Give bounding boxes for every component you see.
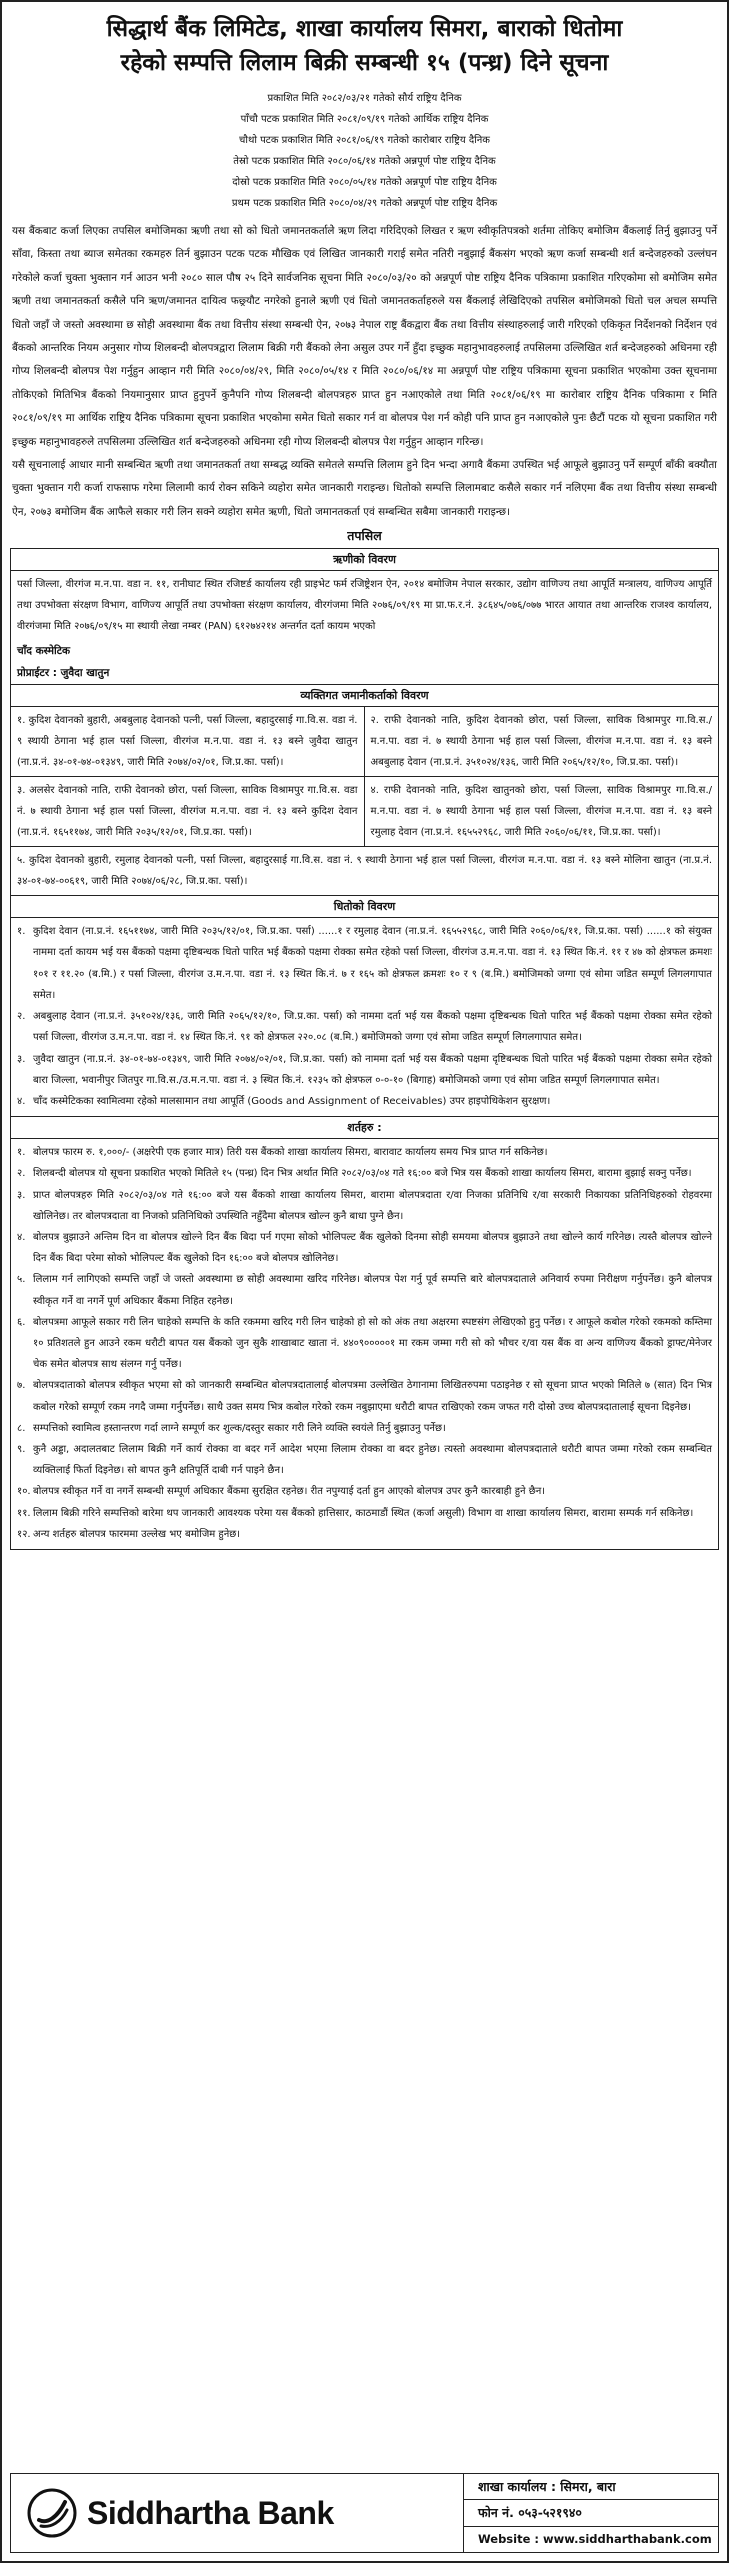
guarantor-cell: ५. कुदिश देवानको बुहारी, रमुलाह देवानको पत्नी, पर्सा जिल्ला, बहादुरसाई गा.वि.स. वडा नं. ९ स्थायी ठेगाना भई हाल पर्सा जिल्ला, वीरगंज म.न.पा. वडा नं. १३ बस्ने मोलिना खातुन (ना.प्र.नं. ३४-०१-७४-००६१९, जारी मिति २०७४/०६/२८, जि.प्र.का. पर्सा)। [11, 847, 718, 896]
website-link[interactable]: Website : www.siddharthabank.com [478, 2532, 712, 2547]
item-text: कुनै अड्डा, अदालतबाट लिलाम बिक्री गर्ने कार्य रोक्का वा बदर गर्ने आदेश भएमा लिलाम रोक्का वा बदर हुनेछ। त्यस्तो अवस्थामा बोलपत्रदाताले धरौटी बापत जम्मा गरेको रकम सम्बन्धित व्यक्तिलाई फिर्ता दिइनेछ। सो बापत कुनै क्षतिपूर्ति दाबी गर्न पाइने छैन। [33, 1443, 712, 1477]
item-number: २. [17, 1168, 26, 1180]
borrower-text: पर्सा जिल्ला, वीरगंज म.न.पा. वडा न. ११, रानीघाट स्थित रजिष्टर्ड कार्यालय रही प्राइभेट फर्म रजिष्ट्रेशन ऐन, २०१४ बमोजिम नेपाल सरकार, उद्योग वाणिज्य तथा आपूर्ति मन्त्रालय, वाणिज्य आपूर्ति तथा उपभोक्ता संरक्षण विभाग, वाणिज्य आपूर्ति तथा उपभोक्ता संरक्षण कार्यालय, वीरगंजमा मिति २०७६/०९/१९ मा प्रा.फ.र.नं. ३८६४५/०७६/०७७ भारत आयात तथा आन्तरिक राजश्व कार्यालय, वीरगंजमा मिति २०७६/०९/१५ मा स्थायी लेखा नम्बर (PAN) ६१२७४२१४ अन्तर्गत दर्ता कायम भएको [17, 579, 712, 633]
phone-number: फोन नं. ०५३-५२१९४० [464, 2500, 718, 2526]
siddhartha-logo-icon [27, 2488, 77, 2538]
publication-dates [2, 88, 727, 220]
condition-item [17, 1524, 712, 1545]
item-number: २. [17, 1011, 26, 1023]
collateral-item [17, 1049, 712, 1091]
publication-line: प्रथम पटक प्रकाशित मिति २०८०/०४/२९ गतेको अन्नपूर्ण पोष्ट राष्ट्रिय दैनिक [231, 198, 498, 209]
footer [10, 2473, 719, 2553]
item-text: प्राप्त बोलपत्रहरु मिति २०८२/०३/०४ गते १६:०० बजे यस बैंकको शाखा कार्यालय सिमरा, बारामा बोलपत्रदाता र/वा निजका प्रतिनिधि र/वा सरकारी निकायका प्रतिनिधिहरुको रोहवरमा खोलिनेछ। तर बोलपत्रदाता वा निजको प्रतिनिधिको उपस्थिति नहुँदैमा बोलपत्र खोल्न कुनै बाधा पुग्ने छैन। [33, 1189, 712, 1222]
item-number: ११. [17, 1507, 31, 1519]
item-text: कुदिश देवान (ना.प्र.नं. १६५११७४, जारी मिति २०३५/१२/०१, जि.प्र.का. पर्सा) ......१ र रमुलाह देवान (ना.प्र.नं. १६५५२९६८, जारी मिति २०६०/०६/११, जि.प्र.का. पर्सा) ......१ को संयुक्त नाममा दर्ता कायम भई यस बैंकको पक्षमा दृष्टिबन्धक धितो पारित भई बैंकको पक्षमा रोक्का समेत रहेको पर्सा जिल्ला, वीरगंज उ.म.न.पा. वडा नं. १३ स्थित कि.नं. ११ र ४७ को क्षेत्रफल क्रमशः १०१ र ११.२० (ब.मि.) र पर्सा जिल्ला, वीरगंज उ.म.न.पा. वडा नं. १३ स्थित कि.नं. ७ र १६५ को क्षेत्रफल क्रमशः १० र ९ (ब.मि.) बमोजिमको जग्गा एवं सोमा जडित सम्पूर्ण लिगलगापात समेत। [33, 926, 712, 1001]
proprietor-label: प्रोप्राईटर : [17, 667, 57, 680]
item-text: बोलपत्र बुझाउने अन्तिम दिन वा बोलपत्र खोल्ने दिन बैंक बिदा पर्न गएमा सोको भोलिपल्ट बैंक खुलेको दिनमा सोही समयमा बोलपत्र बुझाउने तथा खोल्ने कार्य गरिनेछ। त्यस्तै बोलपत्र खोल्ने दिन बैंक बिदा परेमा सोको भोलिपल्ट बैंक खुलेको दिन १६:०० बजे बोलपत्र खोलिनेछ। [33, 1231, 712, 1265]
item-text: अन्य शर्तहरु बोलपत्र फारममा उल्लेख भए बमोजिम हुनेछ। [33, 1528, 241, 1540]
condition-item [17, 1375, 712, 1417]
item-number: ९. [17, 1443, 26, 1455]
item-number: ४. [17, 1095, 26, 1107]
condition-item [17, 1163, 712, 1184]
item-text: लिलाम बिक्री गरिने सम्पत्तिको बारेमा थप जानकारी आवश्यक परेमा यस बैंकको हात्तिसार, काठमाडौं स्थित (कर्जा असुली) विभाग वा शाखा कार्यालय सिमरा, बारामा सम्पर्क गर्न सकिनेछ। [33, 1507, 694, 1519]
condition-item [17, 1418, 712, 1439]
condition-item [17, 1503, 712, 1524]
condition-item [17, 1439, 712, 1481]
item-text: बोलपत्र स्वीकृत गर्ने वा नगर्ने सम्बन्धी सम्पूर्ण अधिकार बैंकमा सुरक्षित रहनेछ। रीत नपुग्याई दर्ता हुन आएको बोलपत्र उपर कुनै कारबाही हुने छैन। [33, 1486, 546, 1498]
condition-item [17, 1227, 712, 1269]
item-text: जुवैदा खातुन (ना.प्र.नं. ३४-०१-७४-०१३४९, जारी मिति २०७४/०२/०१, जि.प्र.का. पर्सा) को नाममा दर्ता भई यस बैंकको पक्षमा दृष्टिबन्धक धितो पारित भई बैंकको पक्षमा रोक्का समेत रहेको बारा जिल्ला, भवानीपुर जितपुर गा.वि.स./उ.म.न.पा. वडा नं. ३ स्थित कि.नं. १२३५ को क्षेत्रफल ०-०-१० (बिगाह) बमोजिमको जग्गा एवं सोमा जडित सम्पूर्ण लिगलगापात समेत। [33, 1053, 712, 1086]
item-text: शिलबन्दी बोलपत्र यो सूचना प्रकाशित भएको मितिले १५ (पन्ध्र) दिन भित्र अर्थात मिति २०८२/०३/०४ गते १६:०० बजे भित्र यस बैंकको शाखा कार्यालय सिमरा, बारामा बुझाई सक्नु पर्नेछ। [33, 1168, 692, 1180]
borrower-heading: ऋणीको विवरण [11, 549, 718, 571]
item-number: ३. [17, 1053, 26, 1065]
publication-line: चौथो पटक प्रकाशित मिति २०८१/०६/१९ गतेको कारोबार राष्ट्रिय दैनिक [239, 135, 490, 146]
details-box [10, 548, 719, 1550]
item-text: लिलाम गर्न लागिएको सम्पत्ति जहाँ जे जस्तो अवस्थामा छ सोही अवस्थामा खरिद गरिनेछ। बोलपत्र पेश गर्नु पूर्व सम्पत्ति बारे बोलपत्रदाताले अनिवार्य रुपमा निरीक्षण गर्नुपर्नेछ। कुनै बोलपत्र स्वीकृत गर्ने वा नगर्ने पूर्ण अधिकार बैंकमा निहित रहनेछ। [33, 1274, 712, 1307]
contact-info [463, 2474, 718, 2552]
collateral-list [11, 918, 718, 1117]
collateral-item [17, 1091, 712, 1112]
collateral-item [17, 1006, 712, 1048]
item-number: १. [17, 1147, 26, 1159]
condition-item [17, 1142, 712, 1163]
item-number: ४. [17, 1231, 26, 1243]
item-number: ५. [17, 1274, 26, 1286]
item-number: १२. [17, 1528, 31, 1540]
item-number: १. [17, 926, 26, 938]
collateral-heading: धितोको विवरण [11, 896, 718, 918]
bank-logo [11, 2474, 463, 2552]
item-number: ७. [17, 1380, 26, 1392]
item-text: सम्पत्तिको स्वामित्व हस्तान्तरण गर्दा लाग्ने सम्पूर्ण कर शुल्क/दस्तुर सकार गरी लिने व्यक्ति स्वयंले तिर्नु बुझाउनु पर्नेछ। [33, 1422, 446, 1434]
firm-name: चाँद कस्मेटिक [17, 645, 71, 658]
branch-office: शाखा कार्यालय : सिमरा, बारा [464, 2474, 718, 2500]
intro-paragraph: यस बैंकबाट कर्जा लिएका तपसिल बमोजिमका ऋणी तथा सो को धितो जमानतकर्तालेे ऋण लिदा गरिदिएको लिखत र ऋण स्वीकृतिपत्रको शर्तमा तोकिए बमोजिम बैंकलाई तिर्नु बुझाउनु पर्ने साँवा, किस्ता तथा ब्याज समेतका रकमहरु तिर्न बुझाउन पटक पटक मौखिक एवं लिखित जानकारी गराई समेत नतिरी नबुझाई बैंकसंग भएको ऋण कर्जा सम्बन्धी शर्त बन्देजहरुको उल्लंघन गरेकोले कर्जा चुक्ता भुक्तान गर्न आउन भनी २०८० साल पौष २५ दिने सार्वजनिक सूचना मिति २०८०/०३/२० को अन्नपूर्ण पोष्ट राष्ट्रिय दैनिक पत्रिकामा प्रकाशित गरिएकोमा सो बमोजिम समेत ऋणी तथा जमानतकर्ता कसैले पनि ऋण/जमानत दायित्व फछ्र्यौट नगरेको हुनाले ऋणी एवं धितो जमानतकर्ताहरुले यस बैंकलाई लेखिदिएको तपसिल बमोजिमको धितो चल अचल सम्पत्ति धितो जहाँ जे जस्तो अवस्थामा छ सोही अवस्थामा बैंक तथा वित्तीय संस्था सम्बन्धी ऐन, २०७३ नेपाल राष्ट्र बैंकद्वारा बैंक तथा वित्तीय संस्थाहरुलाई जारी गरिएको एकिकृत निर्देशनको निर्देशन एवं बैंकको आन्तरिक नियम अनुसार गोप्य शिलबन्दी बोलपत्रद्वारा लिलाम बिक्री गरी बैंकको लेना असुल उपर गर्ने हुँदा इच्छुक महानुभावहरुलाई तपसिलमा उल्लिखित शर्त बन्देजहरुको अधिनमा रही गोप्य शिलबन्दी बोलपत्र पेश गर्नुहुन आव्हान गरी मिति २०८०/०४/२९, मिति २०८०/०५/१४ र मिति २०८०/०६/१४ मा अन्नपूर्ण पोष्ट राष्ट्रिय पत्रिकामा सूचना प्रकाशित भएकोमा उक्त सूचनामा तोकिएको मितिभित्र बैंकको नियमानुसार प्राप्त हुनुपर्ने कुनैपनि गोप्य शिलबन्दी बोलपत्रहरु प्राप्त हुन नआएकोले तथा मिति २०८१/०६/१९ मा कारोबार राष्ट्रिय दैनिक पत्रिकामा र मिति २०८१/०९/१९ मा आर्थिक राष्ट्रिय दैनिक पत्रिकामा सूचना प्रकाशित भएकोमा समेत धितो सकार गर्न वा बोलपत्र पेश गर्न कोही पनि प्राप्त हुन नआएकोले पुनः छैटौं पटक यो सूचना प्रकाशित गरी इच्छुक महानुभावहरुले तपसिलमा उल्लिखित शर्त बन्देजहरुको अधिनमा रही गोप्य शिलबन्दी बोलपत्र पेश गर्नुहुन आव्हान गरिन्छ। [12, 225, 717, 448]
item-text: बोलपत्रमा आफूले सकार गरी लिन चाहेको सम्पत्ति के कति रकममा खरिद गरी लिन चाहेको हो सो को अंक तथा अक्षरमा स्पष्टसंग लेखिएको हुनु पर्नेछ। र आफूले कबोल गरेको रकमको कम्तिमा १० प्रतिशतले हुन आउने रकम धरौटी बापत यस बैंकको जुन सुकै शाखाबाट खाता नं. ४४०९०००००१ मा रकम जम्मा गरी सो को भौचर र/वा यस बैंक वा अन्य वाणिज्य बैंकको ड्राफ्ट/मेनेजर चेक समेत बोलपत्र साथ संलग्न गर्नु पर्नेछ। [33, 1316, 712, 1371]
item-number: ८. [17, 1422, 26, 1434]
item-number: ६. [17, 1316, 26, 1328]
item-number: ३. [17, 1189, 26, 1201]
conditions-list [11, 1139, 718, 1549]
publication-line: प्रकाशित मिति २०८२/०३/२१ गतेको सौर्य राष्ट्रिय दैनिक [267, 93, 462, 104]
item-text: अबबुलाह देवान (ना.प्र.नं. ३५१०२४/१३६, जारी मिति २०६५/१२/१०, जि.प्र.का. पर्सा) को नाममा दर्ता भई यस बैंकको पक्षमा दृष्टिबन्धक धितो पारित भई बैंकको पक्षमा रोक्का समेत रहेको पर्सा जिल्ला, वीरगंज उ.म.न.पा. वडा नं. १४ स्थित कि.नं. ९१ को क्षेत्रफल २२०.०८ (ब.मि.) बमोजिमको जग्गा एवं सोमा जडित सम्पूर्ण लिगलगापात समेत। [33, 1011, 712, 1044]
guarantor-cell: १. कुदिश देवानको बुहारी, अबबुलाह देवानको पत्नी, पर्सा जिल्ला, बहादुरसाई गा.वि.स. वडा नं. ९ स्थायी ठेगाना भई हाल पर्सा जिल्ला, वीरगंज म.न.पा. वडा नं. १३ बस्ने जुवैदा खातुन (ना.प्र.नं. ३४-०१-७४-०१३४९, जारी मिति २०७४/०२/०१, जि.प्र.का. पर्सा)। [11, 707, 365, 777]
proprietor-line [11, 662, 718, 685]
guarantor-cell: २. राफी देवानको नाति, कुदिश देवानको छोरा, पर्सा जिल्ला, साविक विश्रामपुर गा.वि.स./म.न.पा. वडा नं. ७ स्थायी ठेगाना भई हाल पर्सा जिल्ला, वीरगंज म.न.पा. वडा नं. १३ बस्ने अबबुलाह देवान (ना.प्र.नं. ३५१०२४/१३६, जारी मिति २०६५/१२/१०, जि.प्र.का. पर्सा)। [365, 707, 719, 777]
publication-line: तेस्रो पटक प्रकाशित मिति २०८०/०६/१४ गतेको अन्नपूर्ण पोष्ट राष्ट्रिय दैनिक [233, 156, 496, 167]
publication-line: पाँचौ पटक प्रकाशित मिति २०८१/०९/१९ गतेको आर्थिक राष्ट्रिय दैनिक [240, 114, 489, 125]
guarantor-grid [11, 707, 718, 896]
condition-item [17, 1269, 712, 1311]
item-number: १०. [17, 1486, 31, 1498]
collateral-item [17, 921, 712, 1006]
guarantor-cell: ४. राफी देवानको नाति, कुदिश खातुनको छोरा, पर्सा जिल्ला, साविक विश्रामपुर गा.वि.स./म.न.पा. वडा नं. ७ स्थायी ठेगाना भई हाल पर्सा जिल्ला, वीरगंज म.न.पा. वडा नं. १३ बस्ने रमुलाह देवान (ना.प्र.नं. १६५५२९६८, जारी मिति २०६०/०६/११, जि.प्र.का. पर्सा)। [365, 777, 719, 847]
proprietor-name: जुवैदा खातुन [60, 667, 110, 680]
guarantor-cell: ३. अलसेर देवानको नाति, राफी देवानको छोरा, पर्सा जिल्ला, साविक विश्रामपुर गा.वि.स. वडा नं. ७ स्थायी ठेगाना भई हाल पर्सा जिल्ला, वीरगंज म.न.पा. वडा नं. १३ बस्ने कुदिश देवान (ना.प्र.नं. १६५११७४, जारी मिति २०३५/१२/०१, जि.प्र.का. पर्सा)। [11, 777, 365, 847]
title-line-1: सिद्धार्थ बैंक लिमिटेड, शाखा कार्यालय सिमरा, बाराको धितोमा [106, 16, 623, 42]
tapsil-heading: तपसिल [347, 528, 382, 544]
condition-item [17, 1312, 712, 1376]
item-text: बोलपत्र फारम रु. १,०००/- (अक्षरेपी एक हजार मात्र) तिरी यस बैंकको शाखा कार्यालय सिमरा, बारावाट कार्यालय समय भित्र प्राप्त गर्न सकिनेछ। [33, 1147, 548, 1159]
notice-title [2, 2, 727, 88]
item-text: चाँद कस्मेटिकका स्वामित्वमा रहेको मालसामान तथा आपूर्ति (Goods and Assignment of Receivables) उपर हाइपोथिकेशन सुरक्षण। [33, 1095, 551, 1107]
conditions-heading: शर्तहरु : [11, 1117, 718, 1139]
condition-item [17, 1185, 712, 1227]
condition-item [17, 1481, 712, 1502]
intro-paragraph-2: यसै सूचनालाई आधार मानी सम्बन्धित ऋणी तथा जमानतकर्ता तथा सम्बद्ध व्यक्ति समेतले सम्पत्ति लिलाम हुने दिन भन्दा अगावै बैंकमा उपस्थित भई आफूले बुझाउनु पर्ने सम्पूर्ण बाँकी बक्यौता चुक्ता भुक्तान गरी कर्जा राफसाफ गरेमा लिलामी कार्य रोक्न सकिने व्यहोरा समेत जानकारी गराइन्छ। धितोको सम्पत्ति लिलामबाट कसैले सकार गर्न नलिएमा बैंक तथा वित्तीय संस्था सम्बन्धी ऐन, २०७३ बमोजिम बैंक आफैले सकार गरी लिन सक्ने व्यहोरा समेत ऋणी, धितो जमानतकर्ता एवं सम्बन्धित सबैमा जानकारी गराइन्छ। [12, 459, 717, 518]
publication-line: दोस्रो पटक प्रकाशित मिति २०८०/०५/१४ गतेको अन्नपूर्ण पोष्ट राष्ट्रिय दैनिक [232, 177, 497, 188]
title-line-2: रहेको सम्पत्ति लिलाम बिक्री सम्बन्धी १५ (पन्ध्र) दिने सूचना [120, 50, 609, 76]
guarantor-heading: व्यक्तिगत जमानीकर्ताको विवरण [11, 685, 718, 707]
item-text: बोलपत्रदाताको बोलपत्र स्वीकृत भएमा सो को जानकारी सम्बन्धित बोलपत्रदातालाई बोलपत्रमा उल्लेखित ठेगानामा लिखितरुपमा पठाइनेछ र सो सूचना प्राप्त भएको मितिले ७ (सात) दिन भित्र कबोल गरेको सम्पूर्ण रकम नगदै जम्मा गर्नुपर्नेछ। साथै उक्त समय भित्र कबोल गरेको रकम नबुझाएमा धरौटी बापत राखिएको रकम जफत गरी दोस्रो उच्च बोलपत्रदातालाई सूचना दिइनेछ। [33, 1380, 712, 1413]
bank-name: Siddhartha Bank [87, 2494, 334, 2531]
